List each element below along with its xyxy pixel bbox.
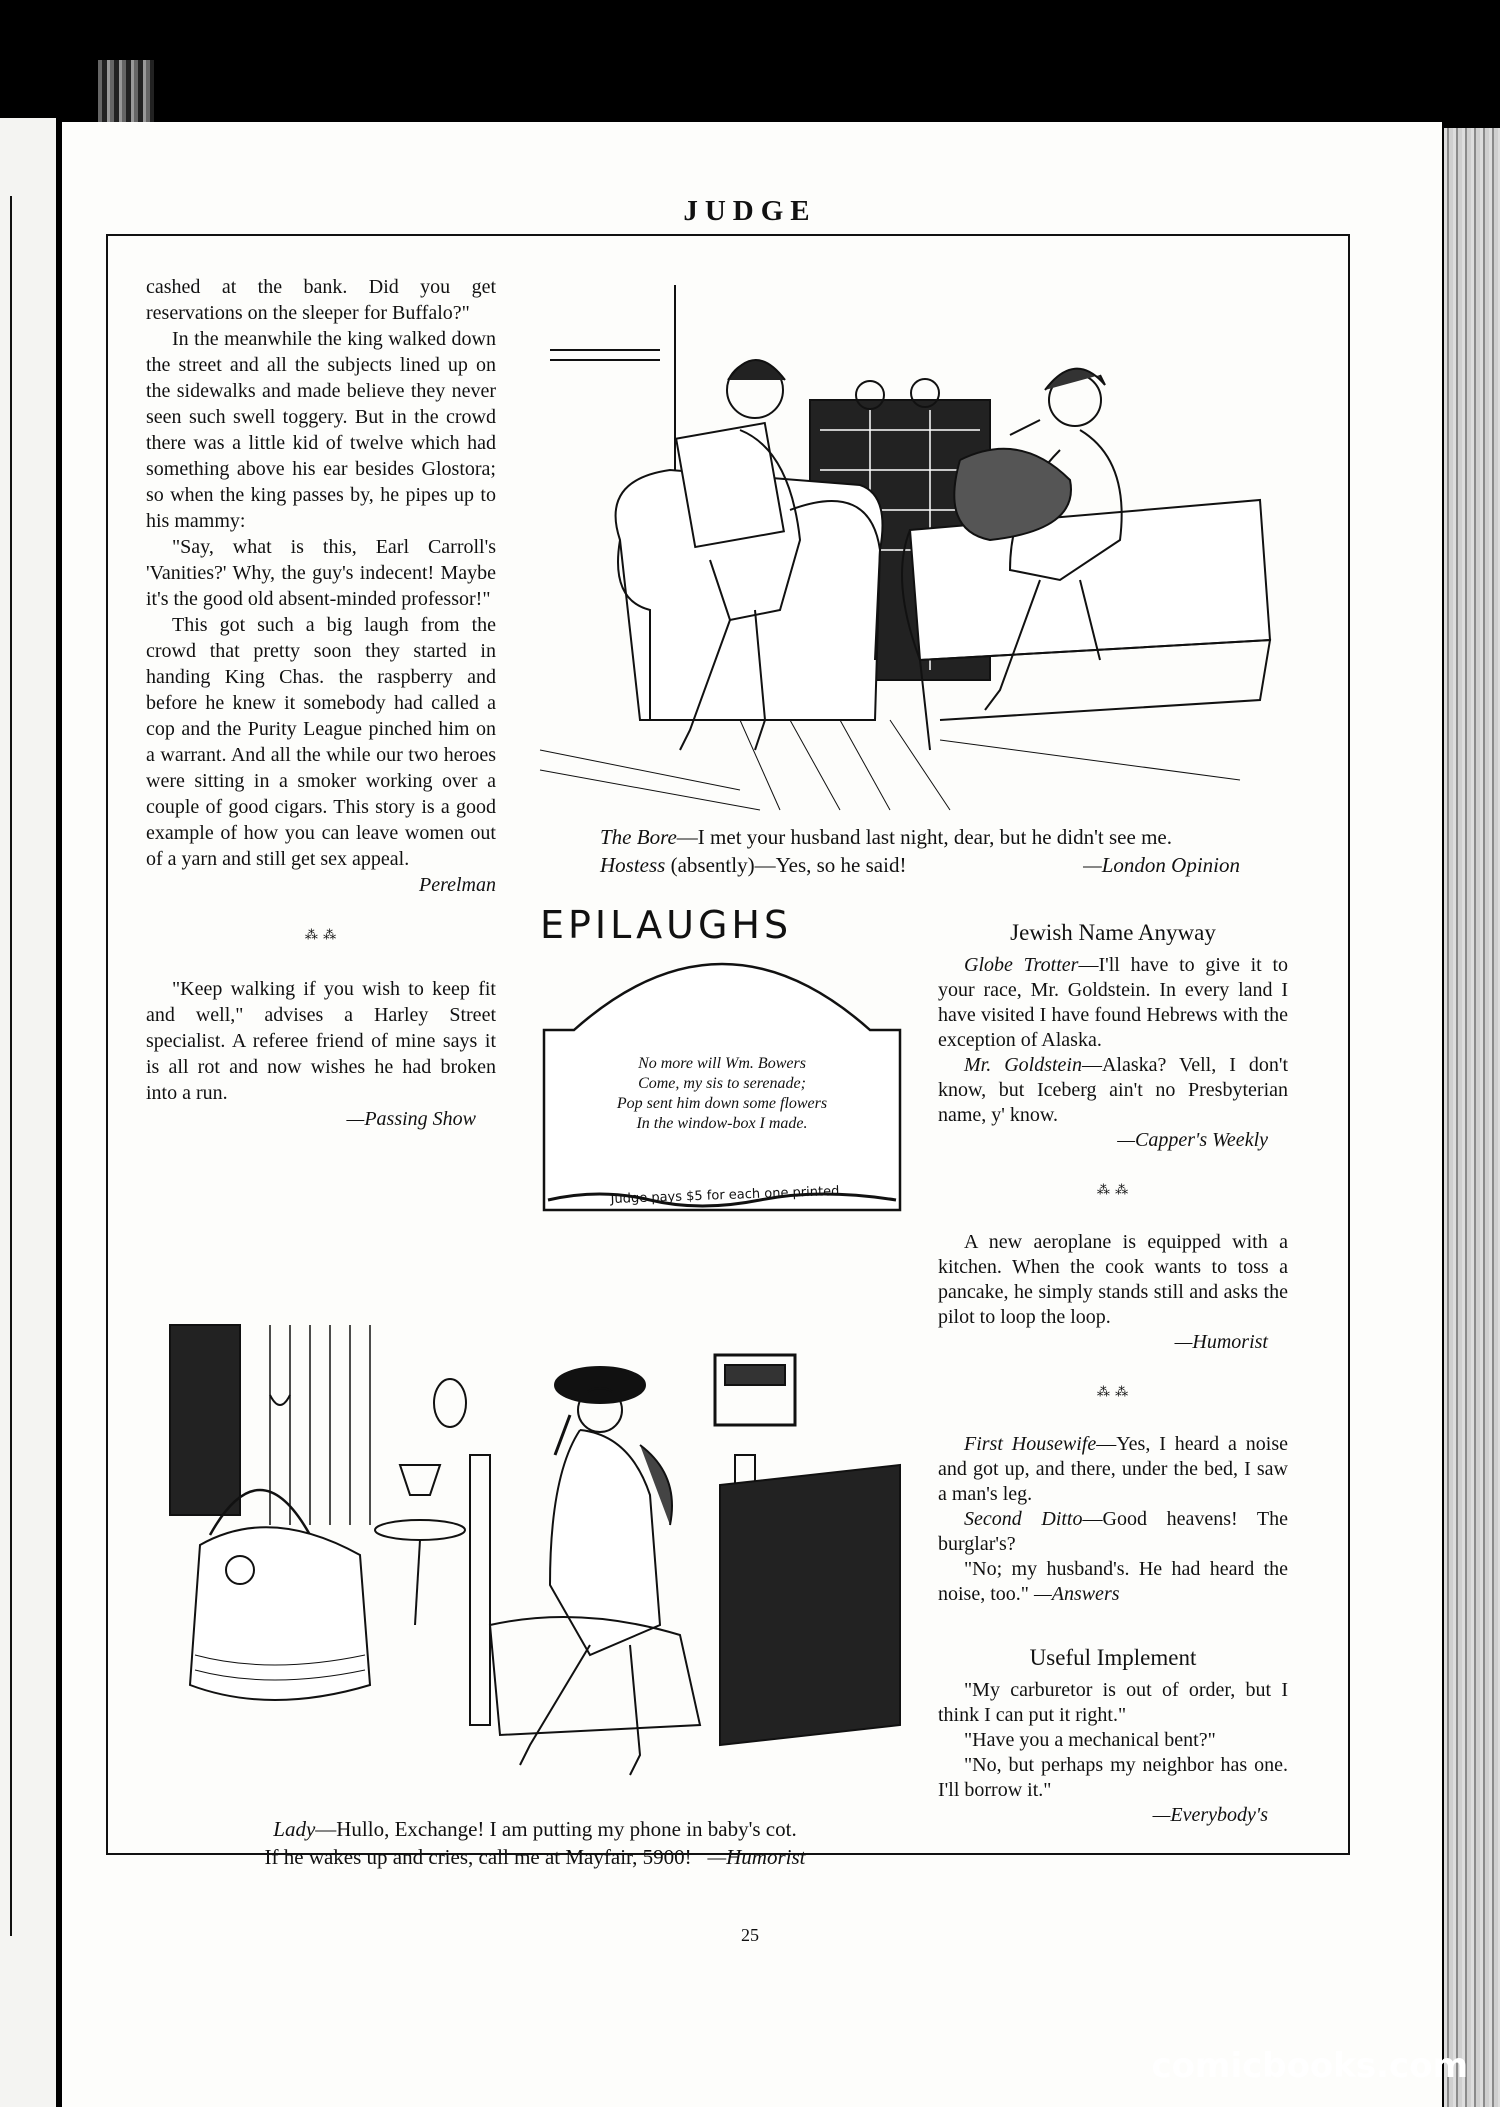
verse-line: Come, my sis to serenade;	[638, 1075, 806, 1092]
epilaughs-fine-print: Judge pays $5 for each one printed	[610, 1184, 840, 1207]
caption-source: —London Opinion	[1083, 853, 1240, 877]
caption-speaker: Lady	[273, 1817, 316, 1841]
facing-page-rule	[0, 196, 12, 1936]
joke-text: —Yes, I heard a noise and got up, and there, under the bed, I saw a man's leg.	[938, 1433, 1288, 1505]
caption-text: (absently)—Yes, so he said!	[665, 853, 907, 877]
joke-source: —Passing Show	[346, 1108, 476, 1130]
joke-line	[938, 1432, 1288, 1507]
caption-line	[600, 823, 1240, 851]
joke-line	[938, 1507, 1288, 1557]
joke-line: "No, but perhaps my neighbor has one. I'll borrow it."	[938, 1754, 1288, 1801]
joke-source: —Answers	[1033, 1583, 1120, 1605]
joke-text: —I'll have to give it to your race, Mr. Goldstein. In every land I have visited I have found Hebrews with the exception of Alaska.	[938, 954, 1288, 1051]
page-stack-edge	[1444, 128, 1500, 2107]
bottom-cartoon-caption	[190, 1815, 880, 1871]
speaker-name: Mr. Goldstein	[964, 1054, 1082, 1076]
caption-text: —Hullo, Exchange! I am putting my phone in baby's cot.	[315, 1817, 797, 1841]
joke-text: —Good heavens! The burglar's?	[938, 1508, 1288, 1555]
page-number: 25	[741, 1925, 759, 1945]
separator-stars: ⁂ ⁂	[1096, 1384, 1130, 1399]
joke-source: —Humorist	[1174, 1331, 1268, 1353]
site-watermark: comicbooks.com	[1151, 2046, 1468, 2086]
joke-text: "Keep walking if you wish to keep fit and well," advises a Harley Street specialist. A referee friend of mine says it is all rot and now wishes he had broken into a run.	[146, 978, 496, 1104]
caption-source: —Humorist	[707, 1845, 806, 1869]
separator-stars: ⁂ ⁂	[1096, 1182, 1130, 1197]
left-column	[146, 274, 496, 1132]
speaker-name: Second Ditto	[964, 1508, 1083, 1530]
top-cartoon-caption	[600, 823, 1240, 879]
joke-text: "No; my husband's. He had heard the noise, too."	[938, 1558, 1288, 1605]
story-paragraph: cashed at the bank. Did you get reservations on the sleeper for Buffalo?"	[146, 276, 496, 324]
verse-line: In the window-box I made.	[636, 1115, 808, 1132]
epilaughs-box	[540, 903, 904, 1214]
story-signature: Perelman	[418, 874, 496, 896]
caption-text: If he wakes up and cries, call me at Mayfair, 5900!	[264, 1845, 692, 1869]
caption-line	[190, 1815, 880, 1843]
caption-speaker: Hostess	[600, 853, 666, 877]
separator-stars: ⁂ ⁂	[304, 927, 338, 942]
caption-text: —I met your husband last night, dear, but he didn't see me.	[676, 825, 1172, 849]
joke-text: A new aeroplane is equipped with a kitchen. When the cook wants to toss a pancake, he simply stands still and asks the pilot to loop the loop.	[938, 1231, 1288, 1328]
joke-line	[938, 1053, 1288, 1128]
cartoon-two-women-illustration	[540, 280, 1280, 820]
verse-line: No more will Wm. Bowers	[638, 1055, 806, 1072]
cartoon-lady-phone-illustration	[160, 1325, 905, 1795]
joke-source: —Capper's Weekly	[1117, 1129, 1268, 1151]
binding-tape	[98, 60, 154, 122]
joke-source: —Everybody's	[1152, 1804, 1268, 1826]
story-paragraph: "Say, what is this, Earl Carroll's 'Vanities?' Why, the guy's indecent! Maybe it's the good old absent-minded professor!"	[146, 536, 496, 610]
joke-line	[938, 953, 1288, 1053]
joke-text: —Alaska? Vell, I don't know, but Iceberg ain't no Presbyterian name, y' know.	[938, 1054, 1289, 1126]
epilaughs-verse	[572, 1054, 872, 1134]
magazine-title: JUDGE	[683, 195, 817, 227]
right-column	[938, 920, 1288, 1828]
story-paragraph: This got such a big laugh from the crowd that pretty soon they started in handing King Chas. the raspberry and before he knew it somebody had called a cop and the Purity League pinched him on a warrant. And all the while our two heroes were sitting in a smoker working over a couple of good cigars. This story is a good example of how you can leave women out of a yarn and still get sex appeal.	[146, 614, 496, 870]
story-paragraph: In the meanwhile the king walked down the street and all the subjects lined up on the sidewalks and made believe they never seen such swell toggery. But in the crowd there was a little kid of twelve which had something above his ear besides Glostora; so when the king passes by, he pipes up to his mammy:	[146, 328, 496, 532]
caption-speaker: The Bore	[600, 825, 677, 849]
speaker-name: First Housewife	[964, 1433, 1097, 1455]
speaker-name: Globe Trotter	[964, 954, 1079, 976]
section-heading: Useful Implement	[1029, 1645, 1197, 1670]
joke-line: "My carburetor is out of order, but I think I can put it right."	[938, 1679, 1288, 1726]
verse-line: Pop sent him down some flowers	[616, 1095, 828, 1112]
section-heading: Jewish Name Anyway	[1010, 920, 1216, 945]
epilaughs-title: EPILAUGHS	[540, 903, 793, 947]
caption-line	[600, 851, 1240, 879]
joke-line	[938, 1557, 1288, 1607]
joke-line: "Have you a mechanical bent?"	[964, 1729, 1216, 1751]
caption-line	[190, 1843, 880, 1871]
